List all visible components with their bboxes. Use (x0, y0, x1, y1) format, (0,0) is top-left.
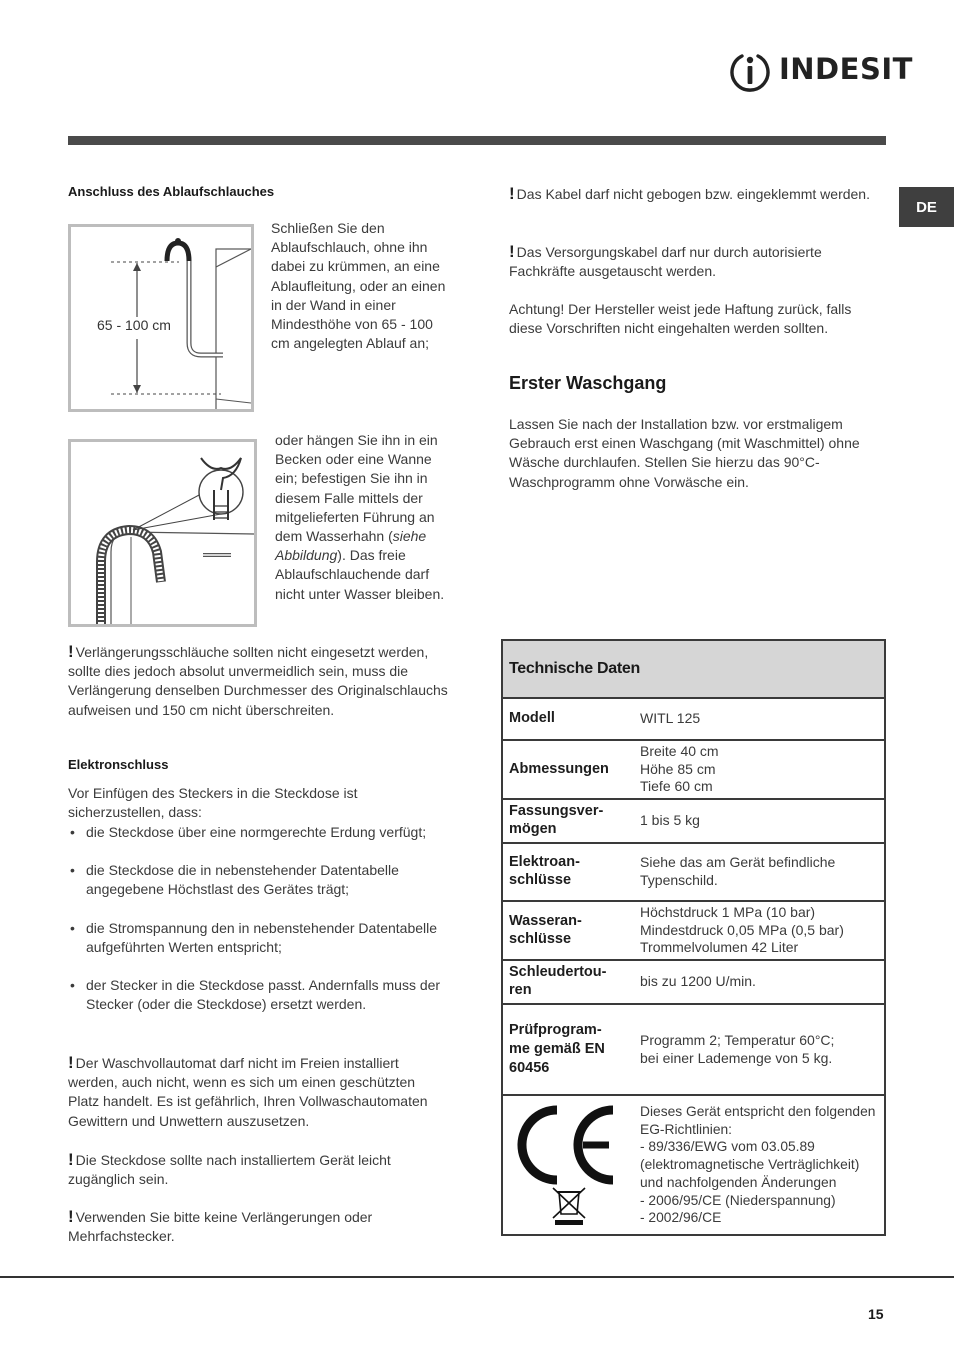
drain-text-sink-emphasis: siehe Abbildung (275, 528, 427, 564)
warning-icon: ! (509, 184, 515, 203)
warning-icon: ! (68, 642, 74, 661)
tech-data-title: Technische Daten (509, 660, 640, 677)
indesit-logo-icon (728, 50, 772, 92)
page-number: 15 (868, 1306, 884, 1322)
tech-data-table (501, 639, 886, 1236)
drain-text-sink-b: ). Das freie Ablaufschlauchende darf nicht unter Wasser bleiben. (275, 547, 445, 602)
table-row (503, 843, 884, 901)
row-value: Breite 40 cm Höhe 85 cm Tiefe 60 cm (634, 740, 884, 799)
no-extension-warning-text: Verwenden Sie bitte keine Verlängerungen oder Mehrfachstecker. (68, 1209, 373, 1245)
liability-note: Achtung! Der Hersteller weist jede Haftung zurück, falls diese Vorschriften nicht eingehalten werden sollten. (509, 301, 852, 337)
no-extension-warning (68, 1207, 440, 1246)
brand-name: INDESIT (779, 52, 913, 86)
table-row (503, 1095, 884, 1234)
list-item: • die Steckdose die in nebenstehender Datentabelle angegebene Höchstlast des Gerätes trägt; (68, 861, 450, 899)
row-label: Abmessungen (503, 740, 634, 799)
language-tab (899, 187, 954, 227)
brand-logo (728, 50, 913, 92)
warning-icon: ! (509, 242, 515, 261)
drain-height-figure (68, 224, 254, 412)
row-value: 1 bis 5 kg (634, 799, 884, 843)
row-label: Fassungsver- mögen (503, 799, 634, 843)
row-label: Modell (503, 698, 634, 740)
extension-hose-note (68, 642, 448, 720)
warning-icon: ! (68, 1150, 74, 1169)
tech-data-rows (503, 697, 884, 1234)
extension-hose-note-text: Verlängerungsschläuche sollten nicht eingesetzt werden, sollte dies jedoch absolut unvermeidlich sein, muss die Verlängerung denselben Durchmesser des Originalschlauchs aufweisen und 150 cm nicht überschreiten. (68, 644, 448, 718)
row-label: Wasseran- schlüsse (503, 901, 634, 960)
first-wash-title: Erster Waschgang (509, 373, 667, 393)
row-value: Programm 2; Temperatur 60°C; bei einer Lademenge von 5 kg. (634, 1004, 884, 1095)
row-value: bis zu 1200 U/min. (634, 960, 884, 1004)
outdoor-warning-text: Der Waschvollautomat darf nicht im Freien installiert werden, auch nicht, wenn es sich um einen geschützten Platz handelt. Es ist gefährlich, Ihren Vollwaschautomaten Gewittern und Unwettern auszusetzen. (68, 1055, 428, 1129)
electric-heading: Elektronschluss (68, 757, 169, 772)
cable-replace-warning-text: Das Versorgungskabel darf nur durch autorisierte Fachkräfte ausgetauscht werden. (509, 244, 822, 280)
drain-text-sink-a: oder hängen Sie ihn in ein Becken oder eine Wanne ein; befestigen Sie ihn in diesem Falle mittels der mitgelieferten Führung an dem Wasserhahn ( (275, 432, 438, 545)
table-row (503, 740, 884, 799)
row-value: Siehe das am Gerät befindliche Typenschild. (634, 843, 884, 901)
first-wash-text: Lassen Sie nach der Installation bzw. vor erstmaligem Gebrauch erst einen Waschgang (mit Waschmittel) ohne Wäsche durchlaufen. Stellen Sie hierzu das 90°C-Waschprogramm ohne Vorwäsche ein. (509, 416, 860, 490)
table-row (503, 799, 884, 843)
table-row (503, 698, 884, 740)
table-row (503, 1004, 884, 1095)
list-item: • die Steckdose über eine normgerechte Erdung verfügt; (68, 823, 450, 842)
list-item: • der Stecker in die Steckdose passt. Andernfalls muss der Stecker (oder die Steckdose) ersetzt werden. (68, 976, 450, 1014)
outdoor-warning (68, 1053, 448, 1131)
electric-intro: Vor Einfügen des Steckers in die Steckdose ist sicherzustellen, dass: (68, 785, 358, 821)
footer-rule (0, 1276, 954, 1278)
drain-heading: Anschluss des Ablaufschlauches (68, 184, 275, 199)
height-label: 65 - 100 cm (97, 317, 171, 333)
ce-compliance-text: Dieses Gerät entspricht den folgenden EG-Richtlinien: - 89/336/EWG vom 03.05.89 (elektromagnetische Verträglichkeit) und nachfolgenden Änderungen - 2006/95/CE (Niederspannung) - 2002/96/CE (634, 1095, 884, 1234)
tech-data-header (503, 641, 884, 697)
weee-bin-icon (553, 1188, 585, 1225)
warning-icon: ! (68, 1053, 74, 1072)
header-rule (68, 136, 886, 145)
list-item: • die Stromspannung den in nebenstehender Datentabelle aufgeführten Werten entspricht; (68, 919, 450, 957)
row-value: Höchstdruck 1 MPa (10 bar) Mindestdruck 0,05 MPa (0,5 bar) Trommelvolumen 42 Liter (634, 901, 884, 960)
row-label: Prüfprogram- me gemäß EN 60456 (503, 1004, 634, 1095)
warning-icon: ! (68, 1207, 74, 1226)
drain-text-sink (275, 431, 449, 604)
ce-mark-cell (503, 1095, 634, 1234)
ce-mark-icon (517, 1104, 621, 1226)
socket-access-warning-text: Die Steckdose sollte nach installiertem Gerät leicht zugänglich sein. (68, 1152, 391, 1188)
table-row (503, 960, 884, 1004)
electric-checklist (68, 823, 450, 1014)
drain-sink-figure (68, 439, 257, 627)
row-label: Schleudertou- ren (503, 960, 634, 1004)
cable-replace-warning (509, 242, 885, 281)
cable-bend-warning (509, 184, 885, 204)
sink-hose-illustration (71, 442, 254, 624)
table-row (503, 901, 884, 960)
socket-access-warning (68, 1150, 440, 1189)
row-value: WITL 125 (634, 698, 884, 740)
drain-text-wall: Schließen Sie den Ablaufschlauch, ohne ihn dabei zu krümmen, an eine Ablaufleitung, oder an einen in der Wand in einer Mindesthöhe von 65 - 100 cm angelegten Ablauf an; (271, 220, 446, 352)
language-tab-label: DE (916, 198, 937, 216)
row-label: Elektroan- schlüsse (503, 843, 634, 901)
cable-bend-warning-text: Das Kabel darf nicht gebogen bzw. eingeklemmt werden. (516, 186, 870, 202)
